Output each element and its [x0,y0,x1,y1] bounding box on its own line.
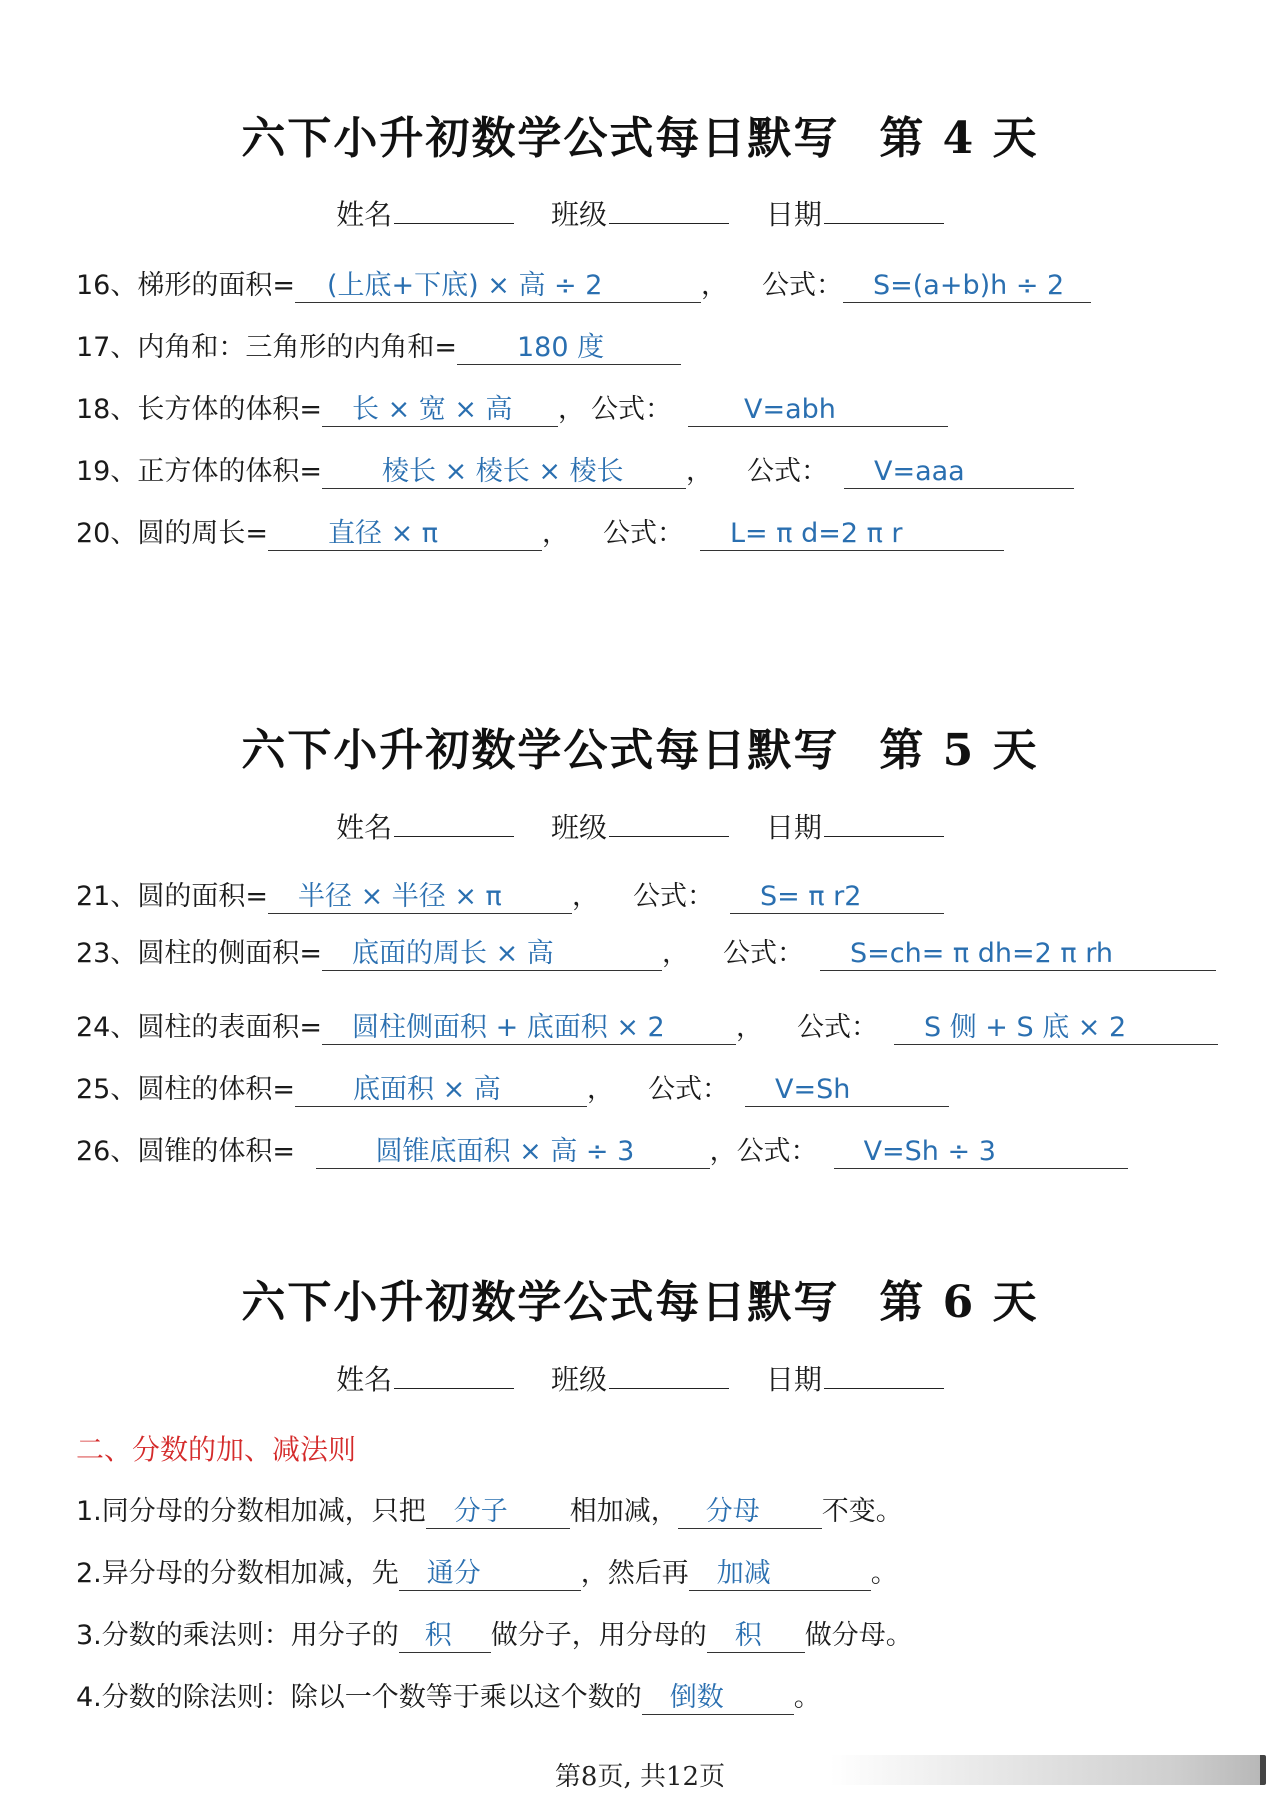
day6-day: 第 6 天 [879,1277,1039,1328]
page-footer: 第8页, 共12页 [554,1762,726,1792]
formula-answer[interactable]: V=Sh ÷ 3 [834,1136,1128,1169]
date-label: 日期 [765,811,822,844]
formula-answer[interactable]: V=Sh [745,1074,949,1107]
item-question: 21、圆的面积= [76,881,268,912]
rule-text: 不变。 [821,1496,903,1527]
item-19 [76,454,1074,490]
rule-text: 3.分数的乘法则：用分子的 [76,1620,399,1651]
class-blank[interactable] [609,199,729,224]
rule-answer[interactable]: 分母 [678,1496,822,1529]
item-sep: ， [557,394,585,425]
day4-meta [0,193,1280,233]
date-blank[interactable] [824,1364,944,1389]
day4-day: 第 4 天 [879,113,1039,164]
day6-title-text: 六下小升初数学公式每日默写 [241,1277,840,1328]
rule-text: ，然后再 [580,1558,689,1589]
item-sep: ， [586,1074,614,1105]
day6-meta [0,1358,1280,1398]
date-blank[interactable] [824,199,944,224]
class-blank[interactable] [609,1364,729,1389]
formula-label: 公式： [796,1012,878,1043]
rule-1 [76,1494,903,1530]
class-blank[interactable] [609,812,729,837]
formula-answer[interactable]: S= π r2 [730,881,944,914]
item-answer[interactable]: 长 × 宽 × 高 [322,394,558,427]
formula-label: 公式： [722,938,804,969]
item-26 [76,1134,1128,1170]
formula-answer[interactable]: L= π d=2 π r [700,518,1004,551]
day4-title [0,102,1280,166]
rule-3 [76,1618,913,1654]
item-question: 25、圆柱的体积= [76,1074,295,1105]
formula-label: 公式： [632,881,714,912]
item-question: 24、圆柱的表面积= [76,1012,322,1043]
item-question: 20、圆的周长= [76,518,268,549]
item-17 [76,330,681,366]
class-label: 班级 [550,811,607,844]
name-label: 姓名 [336,811,393,844]
item-answer[interactable]: 180 度 [457,332,681,365]
item-sep: ， [735,1012,763,1043]
class-label: 班级 [550,1363,607,1396]
section-heading: 二、分数的加、减法则 [76,1433,357,1466]
rule-answer[interactable]: 积 [707,1620,805,1653]
rule-answer[interactable]: 倒数 [642,1682,794,1715]
name-blank[interactable] [394,812,514,837]
day6-title [0,1266,1280,1330]
day5-title [0,714,1280,778]
name-blank[interactable] [394,1364,514,1389]
horizontal-scrollbar[interactable] [830,1755,1266,1785]
rule-text: 做分子，用分母的 [490,1620,707,1651]
name-label: 姓名 [336,1363,393,1396]
item-answer[interactable]: 圆锥底面积 × 高 ÷ 3 [316,1136,710,1169]
date-label: 日期 [765,198,822,231]
item-25 [76,1072,949,1108]
item-sep: ， [685,456,713,487]
item-answer[interactable]: 底面的周长 × 高 [322,938,662,971]
name-blank[interactable] [394,199,514,224]
item-18 [76,392,948,428]
item-sep: ， [541,518,569,549]
item-23 [76,936,1216,972]
rule-text: 4.分数的除法则：除以一个数等于乘以这个数的 [76,1682,642,1713]
item-question: 16、梯形的面积= [76,270,295,301]
formula-answer[interactable]: S 侧 + S 底 × 2 [894,1012,1218,1045]
rule-4 [76,1680,821,1716]
rule-text: 做分母。 [804,1620,913,1651]
formula-label: 公式： [602,518,684,549]
formula-label: 公式： [736,1136,818,1167]
item-question: 17、内角和：三角形的内角和= [76,332,457,363]
item-21 [76,879,944,915]
formula-label: 公式： [590,394,672,425]
item-answer[interactable]: (上底+下底) × 高 ÷ 2 [295,270,701,303]
rule-text: 1.同分母的分数相加减，只把 [76,1496,426,1527]
date-blank[interactable] [824,812,944,837]
rule-answer[interactable]: 分子 [426,1496,570,1529]
item-answer[interactable]: 半径 × 半径 × π [268,881,572,914]
rule-text: 2.异分母的分数相加减，先 [76,1558,399,1589]
day5-day: 第 5 天 [879,725,1039,776]
rule-text: 相加减， [569,1496,678,1527]
formula-answer[interactable]: V=abh [688,394,948,427]
item-24 [76,1010,1218,1046]
formula-answer[interactable]: S=(a+b)h ÷ 2 [843,270,1091,303]
date-label: 日期 [765,1363,822,1396]
rule-answer[interactable]: 通分 [399,1558,581,1591]
rule-2 [76,1556,898,1592]
day5-title-text: 六下小升初数学公式每日默写 [241,725,840,776]
item-20 [76,516,1004,552]
item-question: 23、圆柱的侧面积= [76,938,322,969]
rule-text: 。 [793,1682,821,1713]
rule-answer[interactable]: 积 [399,1620,491,1653]
name-label: 姓名 [336,198,393,231]
item-sep: ， [700,270,728,301]
formula-answer[interactable]: S=ch= π dh=2 π rh [820,938,1216,971]
item-sep: ， [709,1136,737,1167]
class-label: 班级 [550,198,607,231]
item-sep: ， [571,881,599,912]
item-16 [76,268,1091,304]
item-sep: ， [661,938,689,969]
item-answer[interactable]: 圆柱侧面积 + 底面积 × 2 [322,1012,736,1045]
formula-answer[interactable]: V=aaa [844,456,1074,489]
item-answer[interactable]: 棱长 × 棱长 × 棱长 [322,456,686,489]
formula-label: 公式： [746,456,828,487]
rule-text: 。 [870,1558,898,1589]
item-question: 19、正方体的体积= [76,456,322,487]
item-question: 18、长方体的体积= [76,394,322,425]
day5-meta [0,806,1280,846]
item-question: 26、圆锥的体积= [76,1136,304,1167]
day4-title-text: 六下小升初数学公式每日默写 [241,113,840,164]
formula-label: 公式： [761,270,843,301]
item-answer[interactable]: 直径 × π [268,518,542,551]
item-answer[interactable]: 底面积 × 高 [295,1074,587,1107]
formula-label: 公式： [647,1074,729,1105]
rule-answer[interactable]: 加减 [689,1558,871,1591]
